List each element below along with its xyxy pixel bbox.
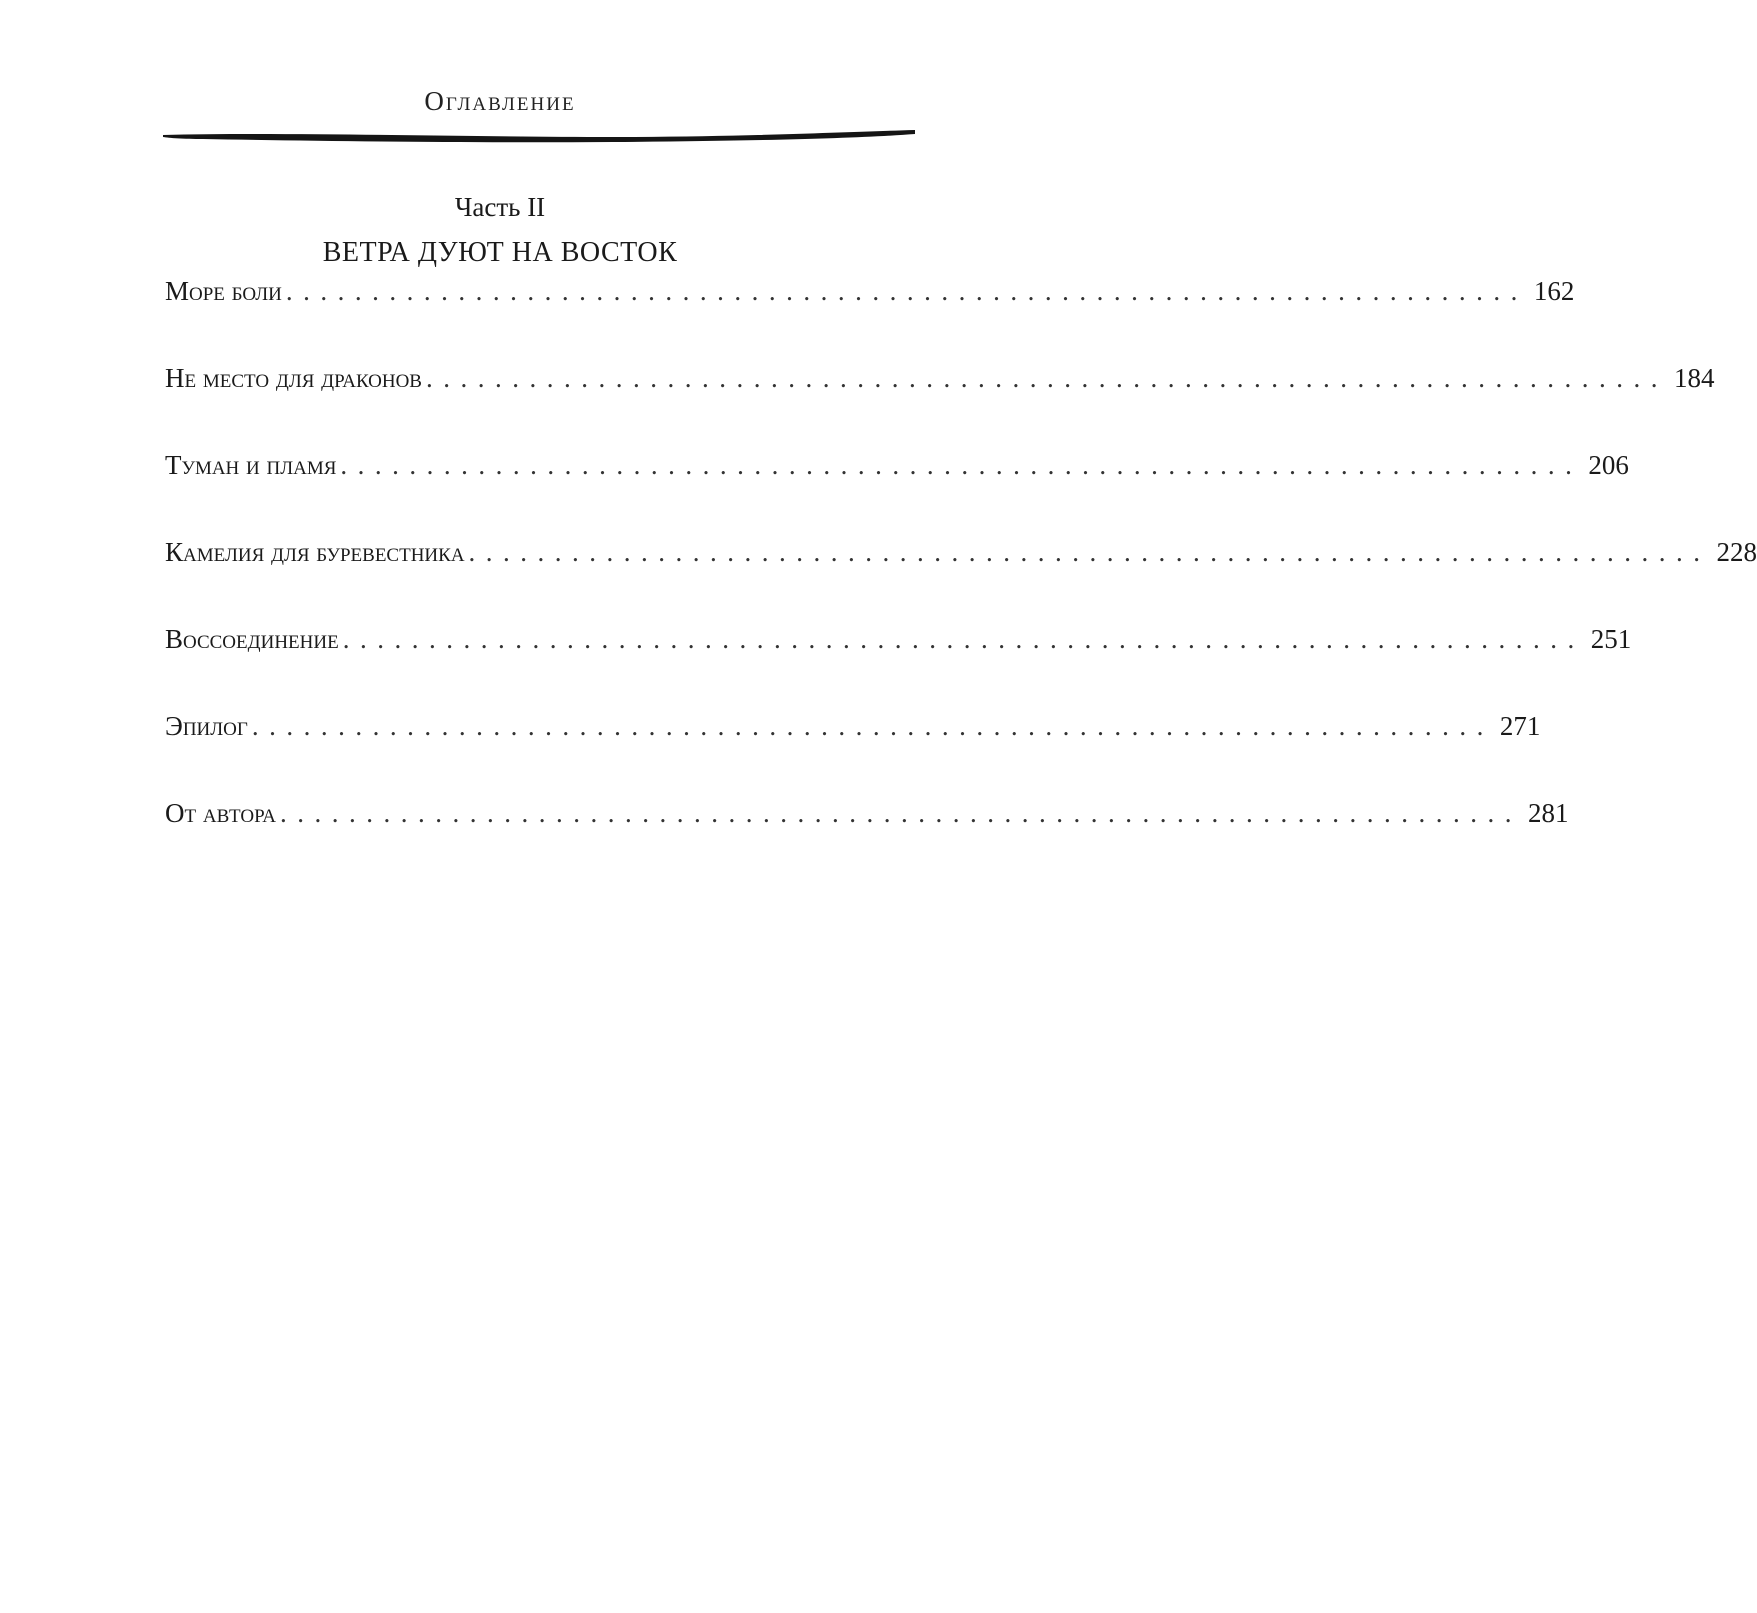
running-head: Оглавление	[424, 86, 576, 116]
toc-entry-page: 251	[1590, 624, 1632, 654]
toc-entry[interactable]	[165, 450, 1629, 537]
toc-entry-title: Воссоединение	[165, 624, 339, 654]
header-brush-rule	[163, 128, 915, 148]
toc-entry-title: Камелия для буревестника	[165, 537, 465, 567]
toc-entry-title: Туман и пламя	[165, 450, 337, 480]
toc-entry-title: Эпилог	[165, 711, 248, 741]
toc-entry-page: 271	[1499, 711, 1541, 741]
toc-entry-title: От автора	[165, 798, 276, 828]
toc-entry-title: Море боли	[165, 276, 282, 306]
toc-entry-page: 228	[1716, 537, 1757, 567]
toc-leader-dots: ........................................................................	[285, 276, 1528, 306]
part-title: ВЕТРА ДУЮТ НА ВОСТОК	[322, 237, 678, 268]
table-of-contents	[165, 276, 1757, 885]
toc-leader-dots: ........................................................................	[468, 537, 1711, 567]
toc-entry-page: 281	[1527, 798, 1569, 828]
toc-leader-dots: ........................................................................	[251, 711, 1494, 741]
toc-entry[interactable]	[165, 276, 1575, 363]
toc-leader-dots: ........................................................................	[342, 624, 1585, 654]
toc-entry-page: 162	[1533, 276, 1575, 306]
toc-entry[interactable]	[165, 711, 1541, 798]
toc-entry[interactable]	[165, 798, 1569, 885]
toc-leader-dots: ........................................................................	[279, 798, 1522, 828]
toc-entry-title: Не место для драконов	[165, 363, 422, 393]
toc-leader-dots: ........................................................................	[425, 363, 1668, 393]
toc-entry[interactable]	[165, 363, 1715, 450]
toc-entry[interactable]	[165, 624, 1632, 711]
toc-entry-page: 206	[1588, 450, 1629, 480]
toc-entry-page: 184	[1673, 363, 1715, 393]
part-label: Часть II	[454, 192, 546, 222]
toc-leader-dots: ........................................................................	[340, 450, 1583, 480]
toc-entry[interactable]	[165, 537, 1757, 624]
